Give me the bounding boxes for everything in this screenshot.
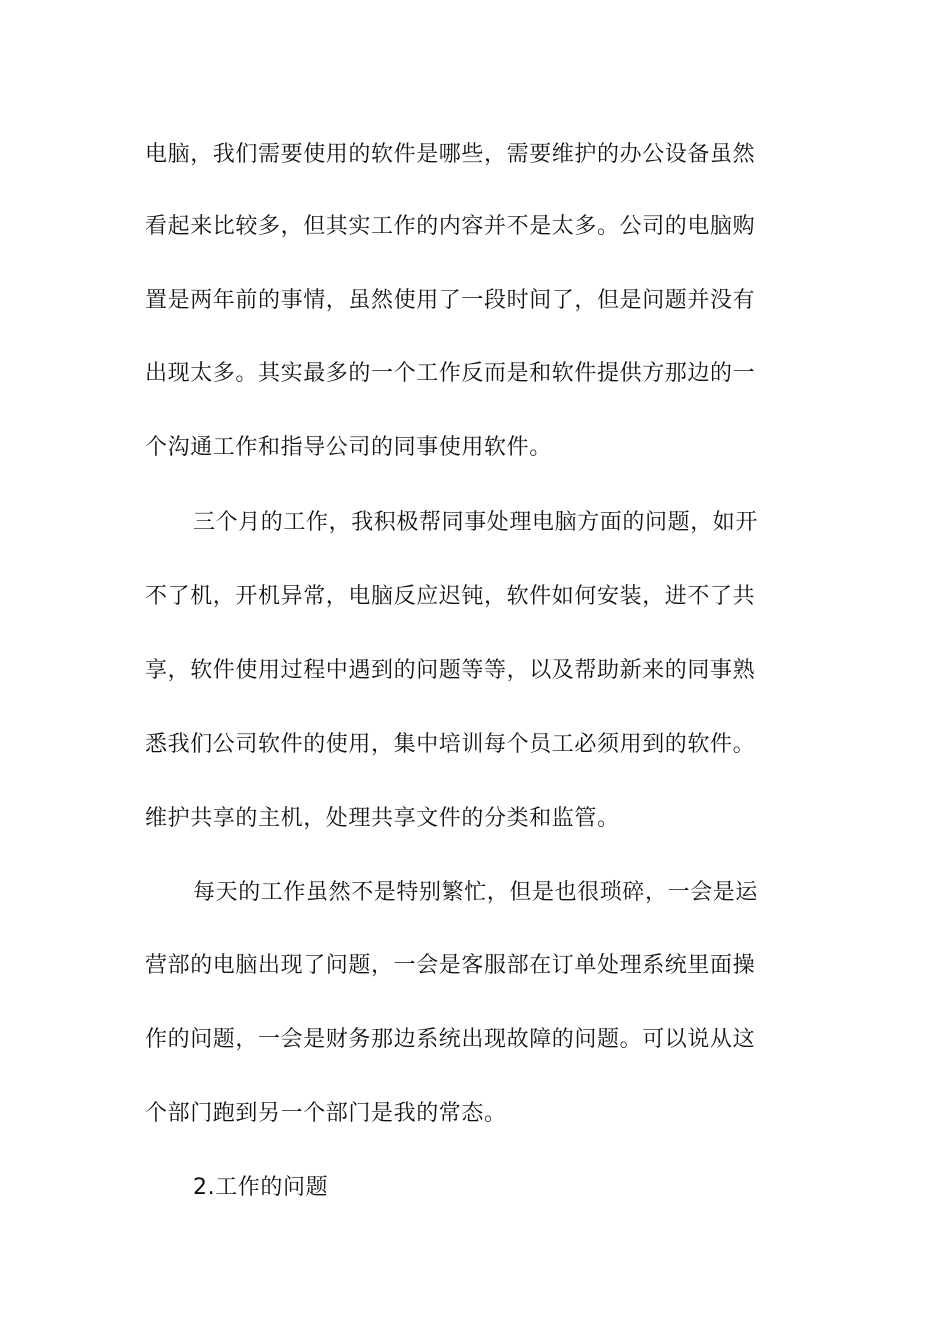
text-line: 个部门跑到另一个部门是我的常态。 <box>145 1101 507 1126</box>
text-line: 悉我们公司软件的使用，集中培训每个员工必须用到的软件。 <box>145 732 756 757</box>
text-line: 电脑，我们需要使用的软件是哪些，需要维护的办公设备虽然 <box>145 142 756 167</box>
text-line: 作的问题，一会是财务那边系统出现故障的问题。可以说从这 <box>145 1027 756 1052</box>
text-line: 营部的电脑出现了问题，一会是客服部在订单处理系统里面操 <box>145 953 756 978</box>
text-line: 置是两年前的事情，虽然使用了一段时间了，但是问题并没有 <box>145 288 756 313</box>
text-line: 不了机，开机异常，电脑反应迟钝，软件如何安装，进不了共 <box>145 584 756 609</box>
paragraph-start-line: 每天的工作虽然不是特别繁忙，但是也很琐碎，一会是运 <box>193 880 759 905</box>
text-line: 享，软件使用过程中遇到的问题等等，以及帮助新来的同事熟 <box>145 658 756 683</box>
text-line: 看起来比较多，但其实工作的内容并不是太多。公司的电脑购 <box>145 214 756 239</box>
section-heading: 2.工作的问题 <box>193 1175 329 1200</box>
text-line: 出现太多。其实最多的一个工作反而是和软件提供方那边的一 <box>145 361 756 386</box>
paragraph-start-line: 三个月的工作，我积极帮同事处理电脑方面的问题，如开 <box>193 510 759 535</box>
text-line: 个沟通工作和指导公司的同事使用软件。 <box>145 435 552 460</box>
text-line: 维护共享的主机，处理共享文件的分类和监管。 <box>145 806 620 831</box>
